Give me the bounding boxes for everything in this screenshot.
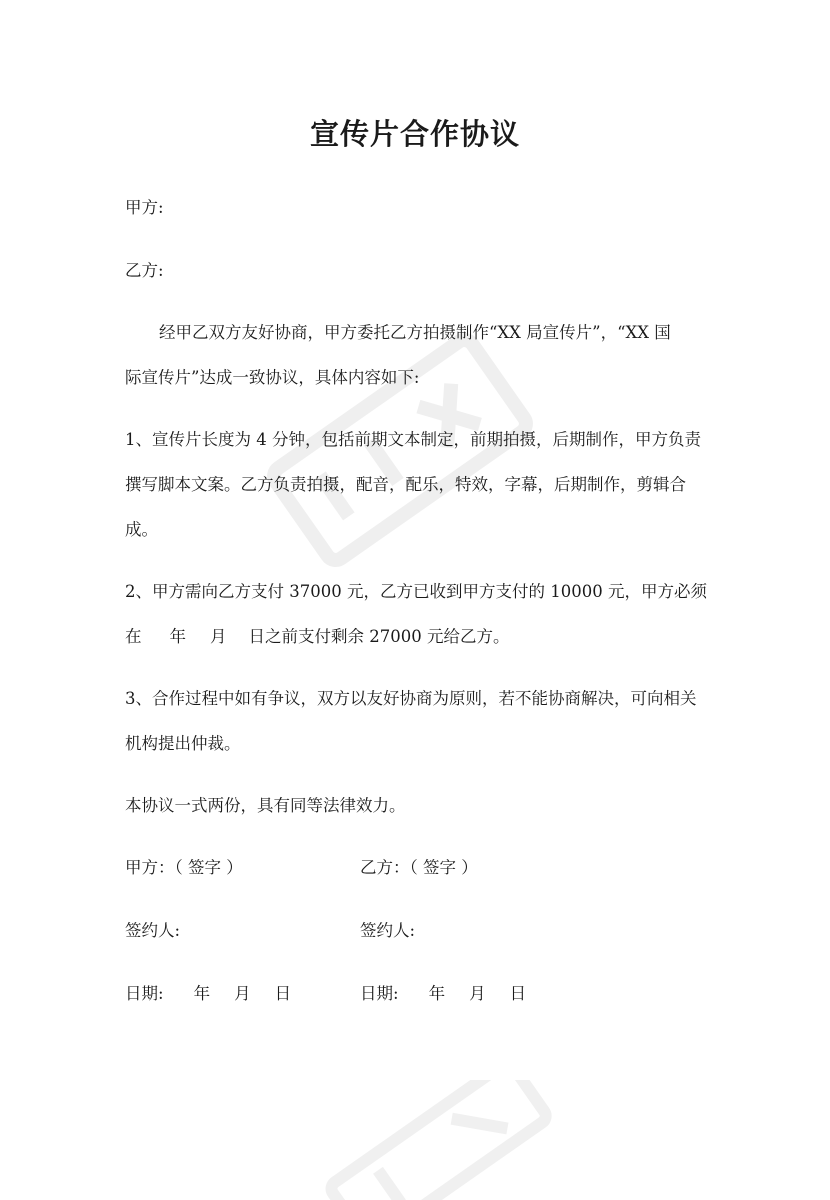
clause-2-line-1: 2、甲方需向乙方支付 37000 元，乙方已收到甲方支付的 10000 元，甲方必须 xyxy=(125,582,707,601)
party-a-date-day: 日 xyxy=(274,984,292,1003)
document-title: 宣传片合作协议 xyxy=(309,117,520,151)
party-b-signer: 签约人: xyxy=(360,921,416,940)
clause-2-line-2 xyxy=(125,625,509,649)
party-b-date-label: 日期: xyxy=(360,984,399,1003)
clause-2-year: 年 xyxy=(169,627,186,646)
party-a-signature: 甲方：（ 签字 ） xyxy=(125,858,243,877)
party-b-date-year: 年 xyxy=(428,984,446,1003)
clause-1-line-1: 1、宣传片长度为 4 分钟，包括前期文本制定，前期拍摄，后期制作，甲方负责 xyxy=(125,430,701,449)
clause-2-month: 月 xyxy=(210,627,227,646)
watermark-logo-bottom xyxy=(300,1080,560,1200)
party-a-date-year: 年 xyxy=(193,984,211,1003)
party-a-signer: 签约人: xyxy=(125,921,181,940)
intro-line-2: 际宣传片”达成一致协议，具体内容如下: xyxy=(125,368,420,387)
copies-statement: 本协议一式两份，具有同等法律效力。 xyxy=(125,796,406,815)
intro-line-1: 经甲乙双方友好协商，甲方委托乙方拍摄制作“XX 局宣传片”，“XX 国 xyxy=(159,323,671,342)
party-b-date xyxy=(360,982,526,1006)
party-b-label: 乙方: xyxy=(125,261,164,280)
party-a-label: 甲方: xyxy=(125,198,164,217)
party-a-date xyxy=(125,982,291,1006)
clause-2-at: 在 xyxy=(125,627,142,646)
clause-1-line-2: 撰写脚本文案。乙方负责拍摄，配音，配乐，特效，字幕，后期制作，剪辑合 xyxy=(125,475,686,494)
party-a-date-month: 月 xyxy=(234,984,251,1003)
clause-1-line-3: 成。 xyxy=(125,520,158,539)
clause-2-deadline-text: 日之前支付剩余 27000 元给乙方。 xyxy=(248,627,510,646)
party-b-date-day: 日 xyxy=(509,984,527,1003)
clause-3-line-2: 机构提出仲裁。 xyxy=(125,734,241,753)
party-b-date-month: 月 xyxy=(469,984,486,1003)
party-a-date-label: 日期: xyxy=(125,984,164,1003)
party-b-signature: 乙方：（ 签字 ） xyxy=(360,858,478,877)
clause-3-line-1: 3、合作过程中如有争议，双方以友好协商为原则，若不能协商解决，可向相关 xyxy=(125,689,697,708)
